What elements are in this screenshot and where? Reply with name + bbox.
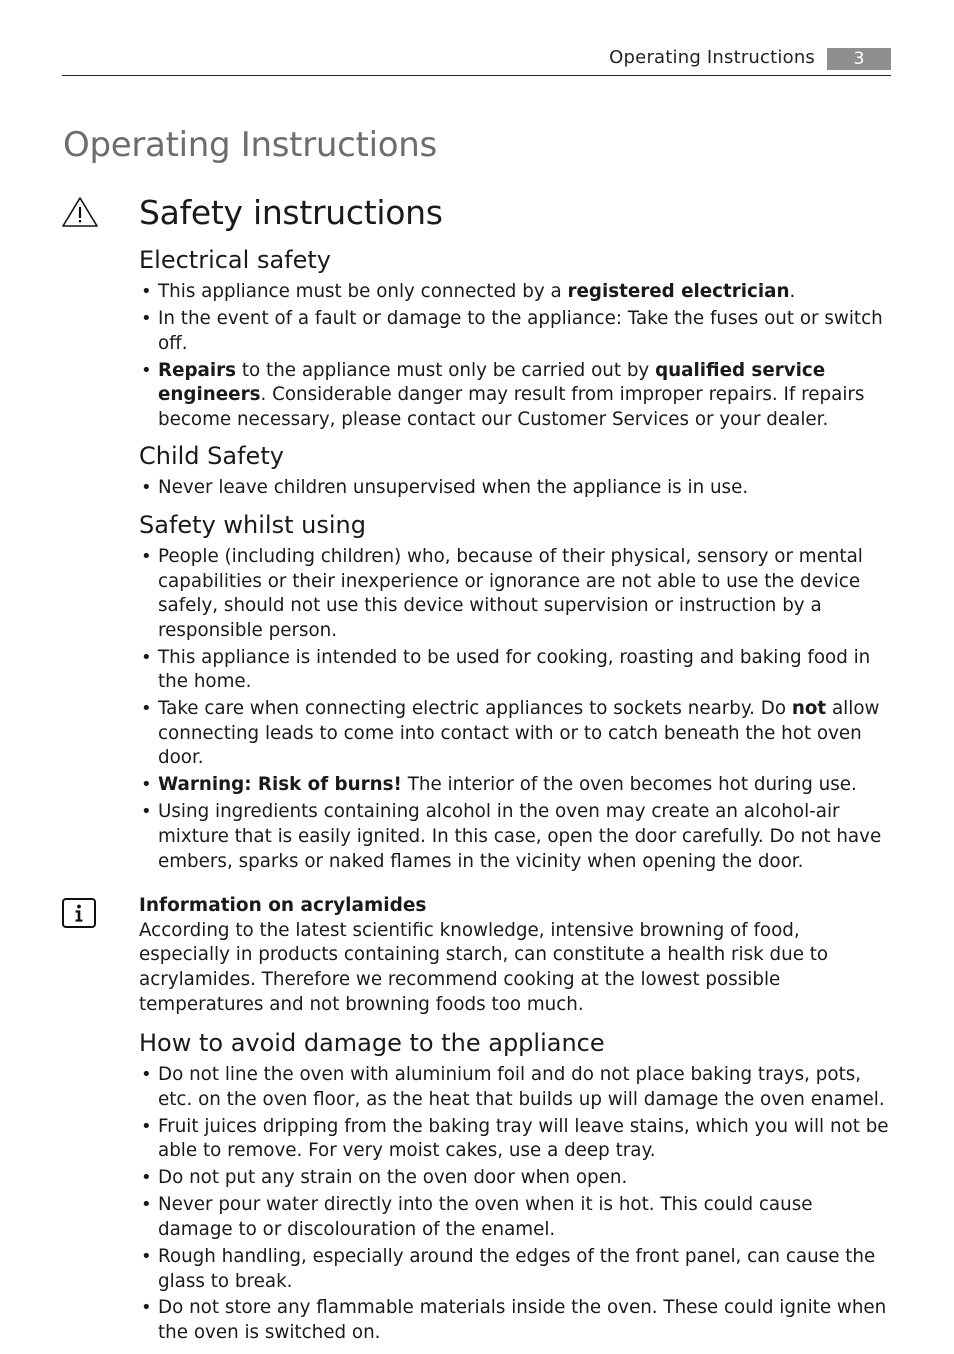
list-item: • In the event of a fault or damage to the appliance: Take the fuses out or switch off. [139,307,891,356]
list-item: • Take care when connecting electric appliances to sockets nearby. Do not allow connecting leads to come into contact with or to catch beneath the hot oven door. [139,697,891,771]
list-item: • Do not line the oven with aluminium foil and do not place baking trays, pots, etc. on the oven floor, as the heat that builds up will damage the oven enamel. [139,1063,891,1112]
child-safety-heading: Child Safety [139,442,284,471]
list-item: • People (including children) who, because of their physical, sensory or mental capabilities or their inexperience or ignorance are not able to use the device safely, should not use this device without supervision or instruction by a responsible person. [139,545,891,643]
list-item: • Using ingredients containing alcohol in the oven may create an alcohol-air mixture that is easily ignited. In this case, open the door carefully. Do not have embers, sparks or naked flames in the vicinity when opening the door. [139,800,891,874]
list-item: • This appliance is intended to be used for cooking, roasting and baking food in the home. [139,646,891,695]
safety-whilst-using-list [139,545,891,874]
child-safety-list [139,476,891,501]
header-title: Operating Instructions [609,47,815,68]
page-header [62,44,891,76]
safety-whilst-using-heading: Safety whilst using [139,510,366,539]
list-item: • Do not store any flammable materials inside the oven. These could ignite when the oven is switched on. [139,1296,891,1345]
info-title: Information on acrylamides [139,895,427,917]
list-item: • Never pour water directly into the oven when it is hot. This could cause damage to or discolouration of the enamel. [139,1193,891,1242]
avoid-damage-heading: How to avoid damage to the appliance [139,1029,605,1058]
content [139,244,891,1354]
warning-triangle-icon [61,196,99,228]
list-item: • Do not put any strain on the oven door when open. [139,1166,891,1191]
list-item: • Rough handling, especially around the edges of the front panel, can cause the glass to break. [139,1245,891,1294]
electrical-safety-list [139,280,891,432]
section-title: Safety instructions [139,193,443,232]
list-item: • Repairs to the appliance must only be carried out by qualified service engineers. Considerable danger may result from improper repairs. If repairs become necessary, please contact our Customer Services or your dealer. [139,359,891,433]
list-item: • This appliance must be only connected by a registered electrician. [139,280,891,305]
info-text: According to the latest scientific knowledge, intensive browning of food, especially in products containing starch, can constitute a health risk due to acrylamides. Therefore we recommend cooking at the lowest possible temperatures and not browning foods too much. [139,919,829,1015]
main-title: Operating Instructions [63,125,437,165]
avoid-damage-list [139,1063,891,1345]
list-item: • Fruit juices dripping from the baking tray will leave stains, which you will not be able to remove. For very moist cakes, use a deep tray. [139,1115,891,1164]
list-item: • Warning: Risk of burns! The interior of the oven becomes hot during use. [139,773,891,798]
list-item: • Never leave children unsupervised when the appliance is in use. [139,476,891,501]
info-icon [62,898,96,928]
electrical-safety-heading: Electrical safety [139,246,331,274]
page-number: 3 [827,48,891,70]
acrylamides-info [139,894,891,1017]
